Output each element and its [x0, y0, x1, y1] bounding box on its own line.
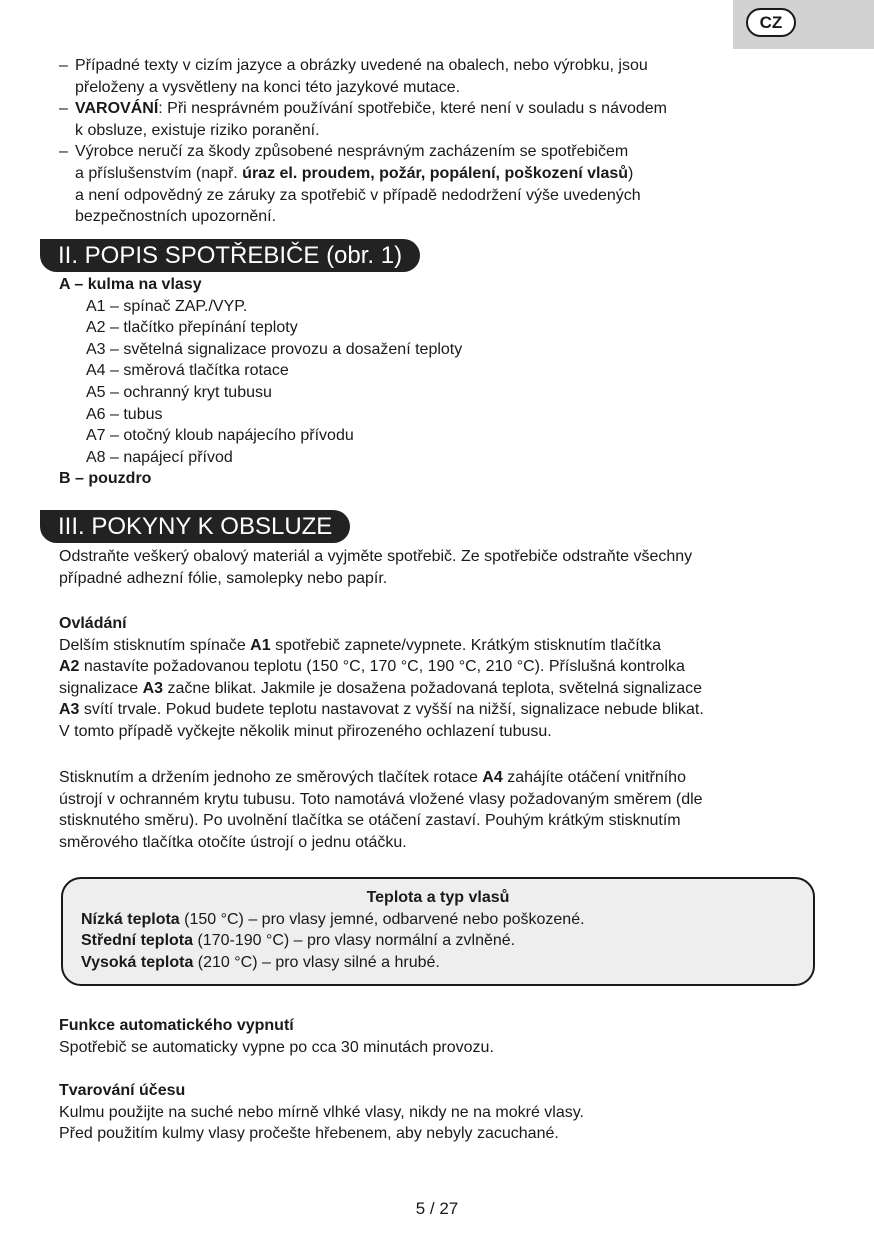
list-item: A2 – tlačítko přepínání teploty [86, 319, 298, 337]
controls-title: Ovládání [59, 615, 127, 632]
controls-section: Ovládání Delším stisknutím spínače A1 spotřebič zapnete/vypnete. Krátkým stisknutím tlačítka A2 nastavíte požadovanou teplotu (150 °C, 170 °C, 190 °C, 210 °C). Příslušná kontrolka signalizace A3 začne blikat. Jakmile je dosažena požadovaná teplota, světelná signalizace A3 svítí trvale. Pokud budete teplotu nastavovat z vyšší na nižší, signalizace nebude blikat. V tomto případě vyčkejte několik minut přirozeného ochlazení tubusu. [59, 615, 704, 740]
list-item: A1 – spínač ZAP./VYP. [86, 297, 248, 315]
info-row-medium: Střední teplota (170-190 °C) – pro vlasy normální a zvlněné. [81, 932, 516, 950]
instructions-intro: Odstraňte veškerý obalový materiál a vyjměte spotřebič. Ze spotřebiče odstraňte všechny případné adhezní fólie, samolepky nebo papír. [59, 548, 693, 587]
styling-section: Tvarování účesu Kulmu použijte na suché nebo mírně vlhké vlasy, nikdy ne na mokré vlasy. Před použitím kulmy vlasy pročešte hřebenem, aby nebyly zacuchané. [59, 1082, 584, 1143]
auto-off-title: Funkce automatického vypnutí [59, 1017, 294, 1034]
info-row-low: Nízká teplota (150 °C) – pro vlasy jemné, odbarvené nebo poškozené. [81, 910, 585, 928]
bullet-foreign-texts: – Případné texty v cizím jazyce a obrázky uvedené na obalech, nebo výrobku, jsou přeloženy a vysvětleny na konci této jazykové mutace. [59, 57, 648, 96]
section-heading-instructions: III. POKYNY K OBSLUZE [40, 510, 350, 543]
warning-label: VAROVÁNÍ [75, 100, 159, 118]
info-box-title: Teplota a typ vlasů [366, 889, 510, 906]
page-number: 5 / 27 [415, 1199, 459, 1218]
info-row-high: Vysoká teplota (210 °C) – pro vlasy silné a hrubé. [81, 953, 440, 971]
group-a-title: A – kulma na vlasy [59, 276, 202, 293]
bullet-liability: – Výrobce neručí za škody způsobené nesprávným zacházením se spotřebičem a příslušenstvím (např. úraz el. proudem, požár, popálení, poškození vlasů) a není odpovědný ze záruky za spotřebič v případě nedodržení výše uvedených bezpečnostních upozornění. [59, 143, 641, 226]
list-item: A3 – světelná signalizace provozu a dosažení teploty [86, 340, 463, 358]
list-item: A7 – otočný kloub napájecího přívodu [86, 427, 354, 445]
rotation-section: Stisknutím a držením jednoho ze směrových tlačítek rotace A4 zahájíte otáčení vnitřního ústrojí v ochranném krytu tubusu. Toto namotává vložené vlasy požadovaným směrem (dle stisknutého směru). Po uvolnění tlačítka se otáčení zastaví. Pouhým krátkým stisknutím směrového tlačítka otočíte ústrojí o jednu otáčku. [59, 769, 703, 851]
bullet-warning: – VAROVÁNÍ: Při nesprávném používání spotřebiče, které není v souladu s návodem k obsluze, existuje riziko poranění. [59, 100, 667, 139]
group-b-title: B – pouzdro [59, 470, 152, 488]
temperature-info-box [61, 877, 815, 986]
parts-list [59, 274, 839, 490]
language-badge: CZ [746, 8, 796, 37]
language-tab [733, 0, 874, 49]
auto-off-section: Funkce automatického vypnutí Spotřebič se automaticky vypne po cca 30 minutách provozu. [59, 1017, 494, 1056]
list-item: A4 – směrová tlačítka rotace [86, 362, 289, 380]
list-item: A8 – napájecí přívod [86, 448, 233, 466]
list-item: A6 – tubus [86, 405, 163, 423]
section-heading-description: II. POPIS SPOTŘEBIČE (obr. 1) [40, 239, 420, 272]
intro-bullets [59, 55, 839, 228]
styling-title: Tvarování účesu [59, 1082, 186, 1099]
list-item: A5 – ochranný kryt tubusu [86, 383, 272, 401]
